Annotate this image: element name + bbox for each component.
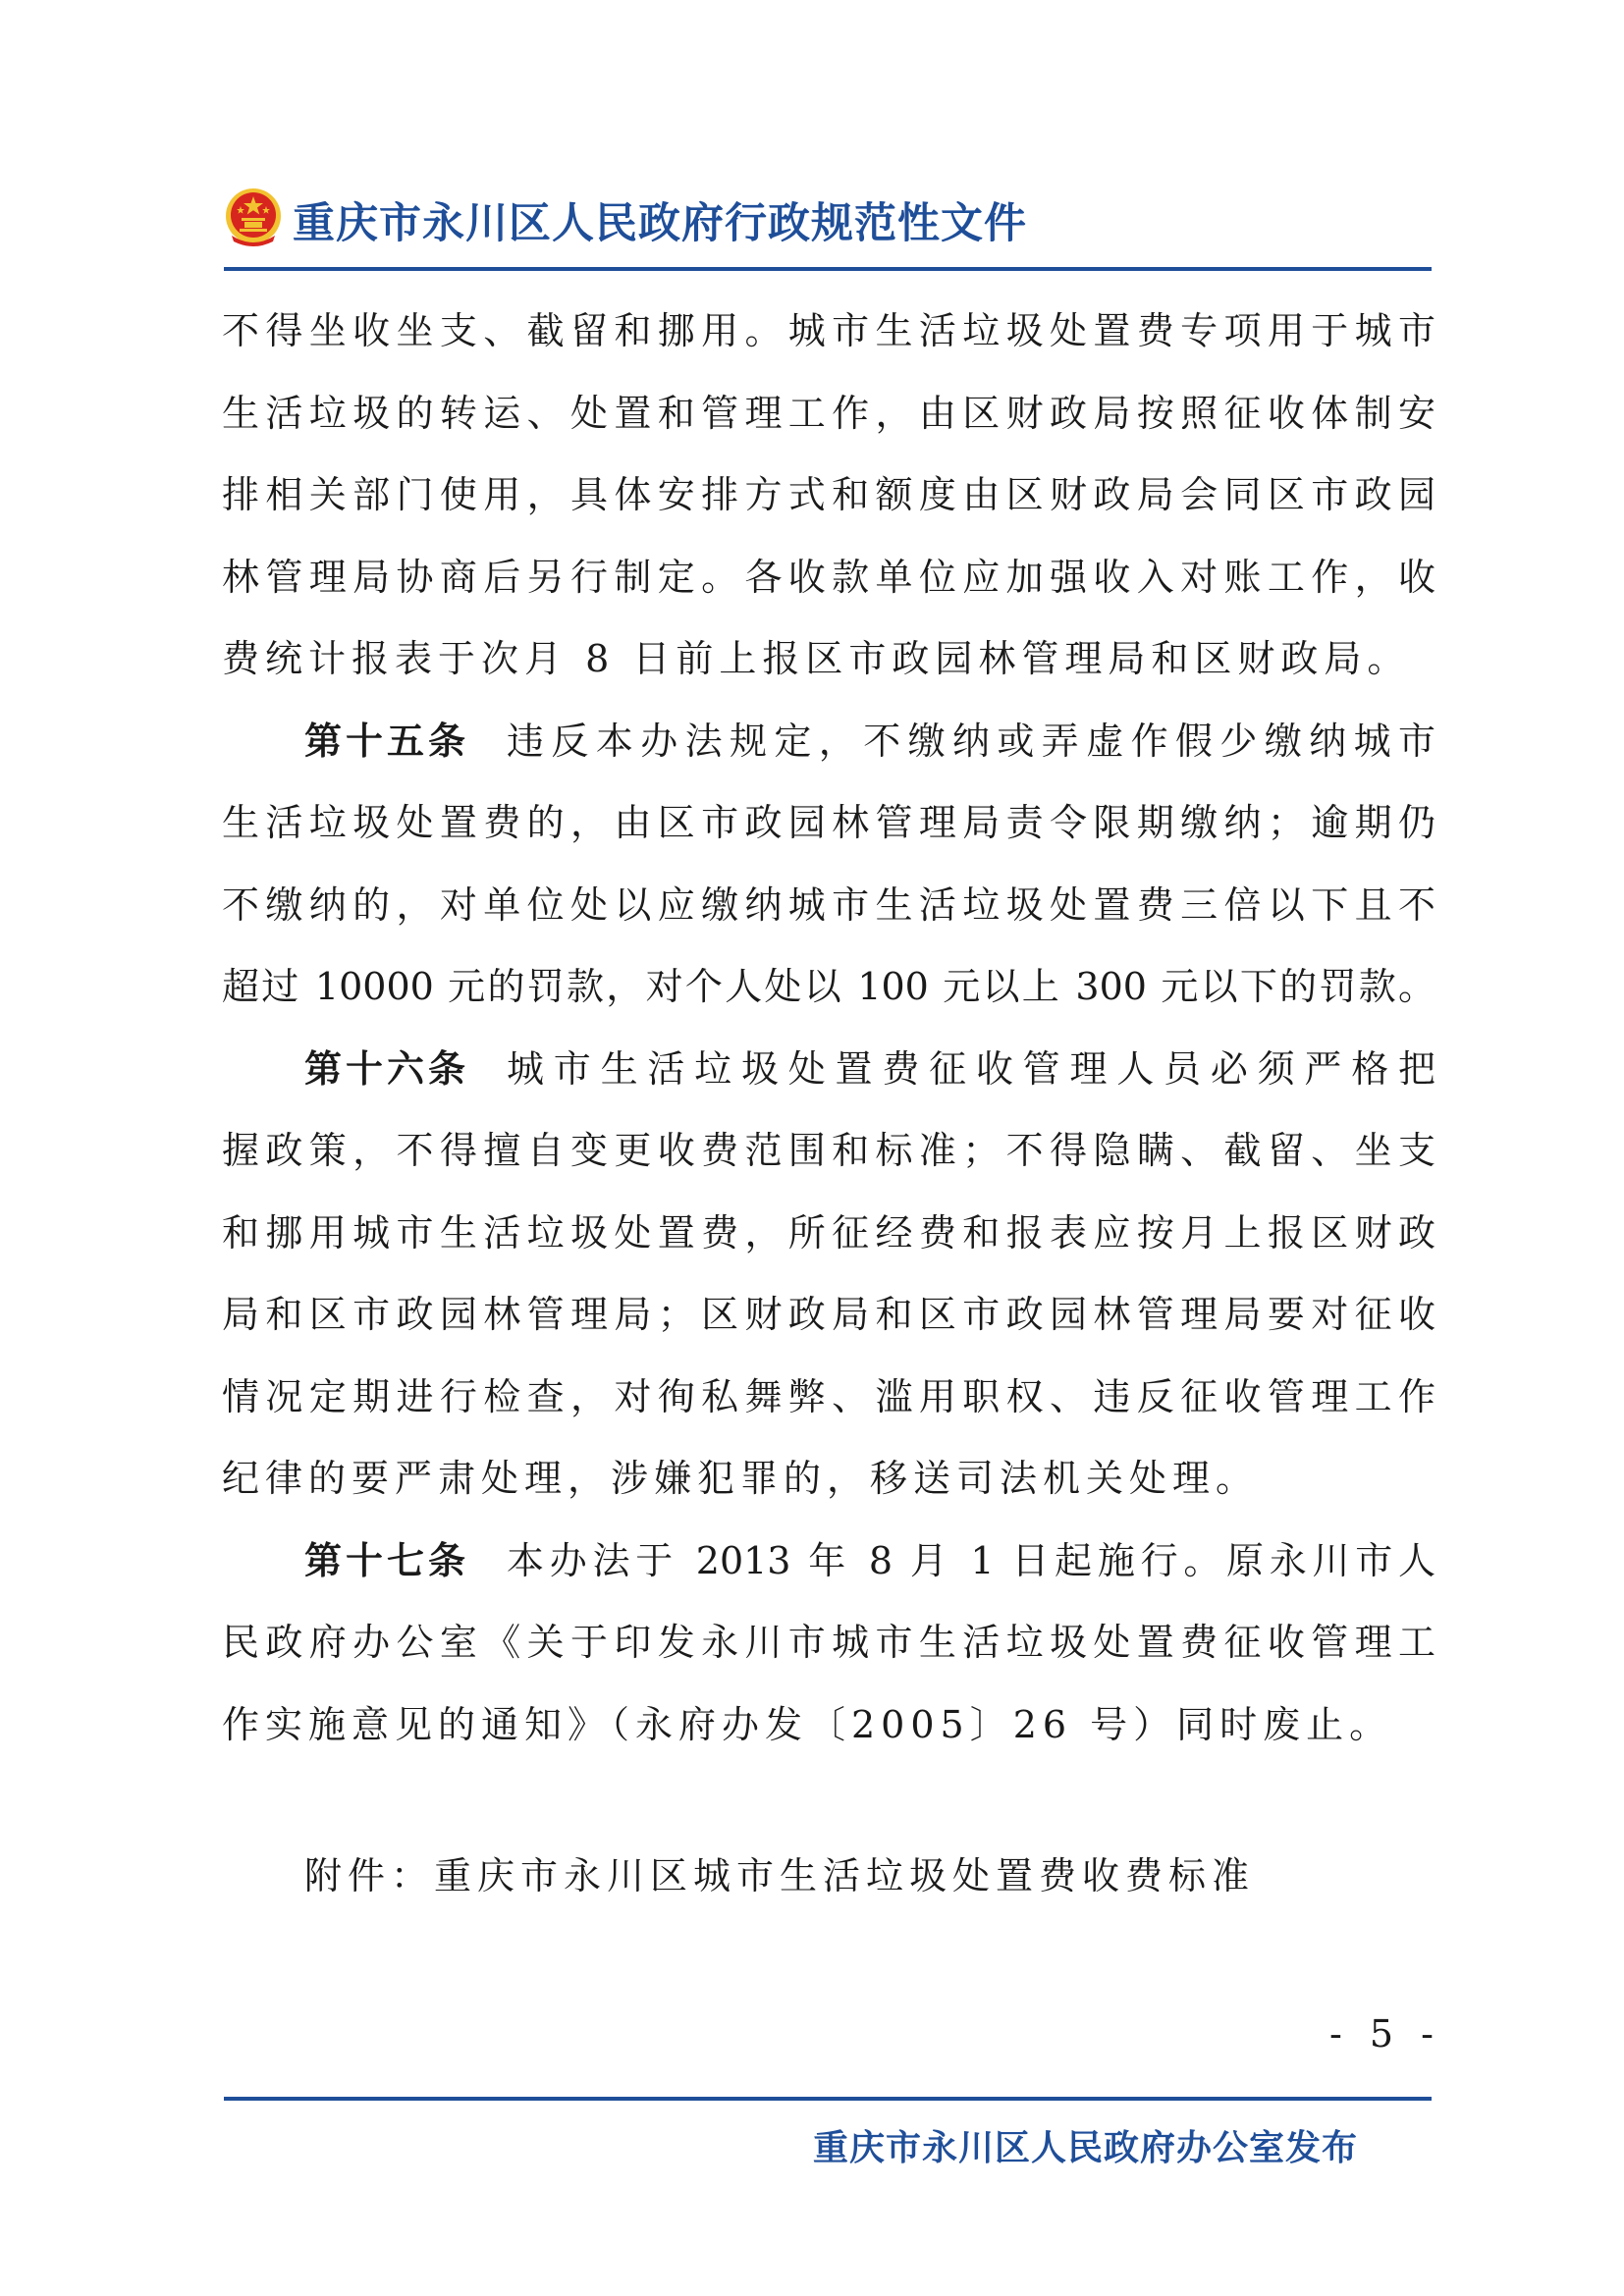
article-heading: 第十六条 [304,1046,470,1091]
text-line [222,701,1435,783]
text-line [222,618,1435,701]
line-text: 不得坐收坐支、截留和挪用。城市生活垃圾处置费专项用于城市 [222,309,1435,352]
line-text: 纪律的要严肃处理，涉嫌犯罪的，移送司法机关处理。 [222,1457,1260,1500]
text-line [222,1029,1435,1111]
text-line [222,291,1435,373]
line-text: 林管理局协商后另行制定。各收款单位应加强收入对账工作，收 [222,555,1435,599]
text-line [222,782,1435,865]
document-body [222,291,1435,1766]
line-text: 握政策，不得擅自变更收费范围和标准；不得隐瞒、截留、坐支 [222,1129,1435,1172]
text-line [222,1193,1435,1275]
line-text: 民政府办公室《关于印发永川市城市生活垃圾处置费征收管理工 [222,1621,1435,1664]
text-line [222,373,1435,455]
text-line [222,1521,1435,1603]
header-title: 重庆市永川区人民政府行政规范性文件 [293,199,1027,248]
text-line [222,1357,1435,1439]
text-line [222,1110,1435,1193]
national-emblem-icon [224,187,283,247]
line-text: 排相关部门使用，具体安排方式和额度由区财政局会同区市政园 [222,473,1435,516]
line-text: 作实施意见的通知》（永府办发〔2005〕26 号）同时废止。 [222,1702,1393,1746]
text-line [222,865,1435,947]
text-line [222,1684,1435,1767]
line-text: 违反本办法规定，不缴纳或弄虚作假少缴纳城市 [507,719,1435,763]
text-line [222,1274,1435,1357]
line-text: 本办法于 2013 年 8 月 1 日起施行。原永川市人 [507,1538,1435,1582]
line-text: 城市生活垃圾处置费征收管理人员必须严格把 [507,1046,1435,1091]
line-text: 超过 10000 元的罚款，对个人处以 100 元以上 300 元以下的罚款。 [222,965,1435,1008]
line-text: 费统计报表于次月 8 日前上报区市政园林管理局和区财政局。 [222,637,1411,680]
article-heading: 第十五条 [304,719,470,763]
article-heading: 第十七条 [304,1538,470,1582]
text-line [222,537,1435,619]
text-line [222,454,1435,537]
header-divider [224,267,1432,271]
text-line [222,1438,1435,1521]
document-header [224,183,1432,277]
text-line [222,946,1435,1029]
line-text: 不缴纳的，对单位处以应缴纳城市生活垃圾处置费三倍以下且不 [222,882,1435,927]
text-line [222,1602,1435,1684]
line-text: 局和区市政园林管理局；区财政局和区市政园林管理局要对征收 [222,1293,1435,1336]
footer-publisher: 重庆市永川区人民政府办公室发布 [813,2128,1359,2168]
line-text: 生活垃圾的转运、处置和管理工作，由区财政局按照征收体制安 [222,391,1435,435]
page-number: - 5 - [1329,2012,1442,2056]
line-text: 和挪用城市生活垃圾处置费，所征经费和报表应按月上报区财政 [222,1210,1435,1255]
line-text: 情况定期进行检查，对徇私舞弊、滥用职权、违反征收管理工作 [222,1374,1435,1418]
line-text: 生活垃圾处置费的，由区市政园林管理局责令限期缴纳；逾期仍 [222,801,1435,844]
attachment-line: 附件：重庆市永川区城市生活垃圾处置费收费标准 [304,1854,1256,1897]
footer-divider [224,2097,1432,2101]
